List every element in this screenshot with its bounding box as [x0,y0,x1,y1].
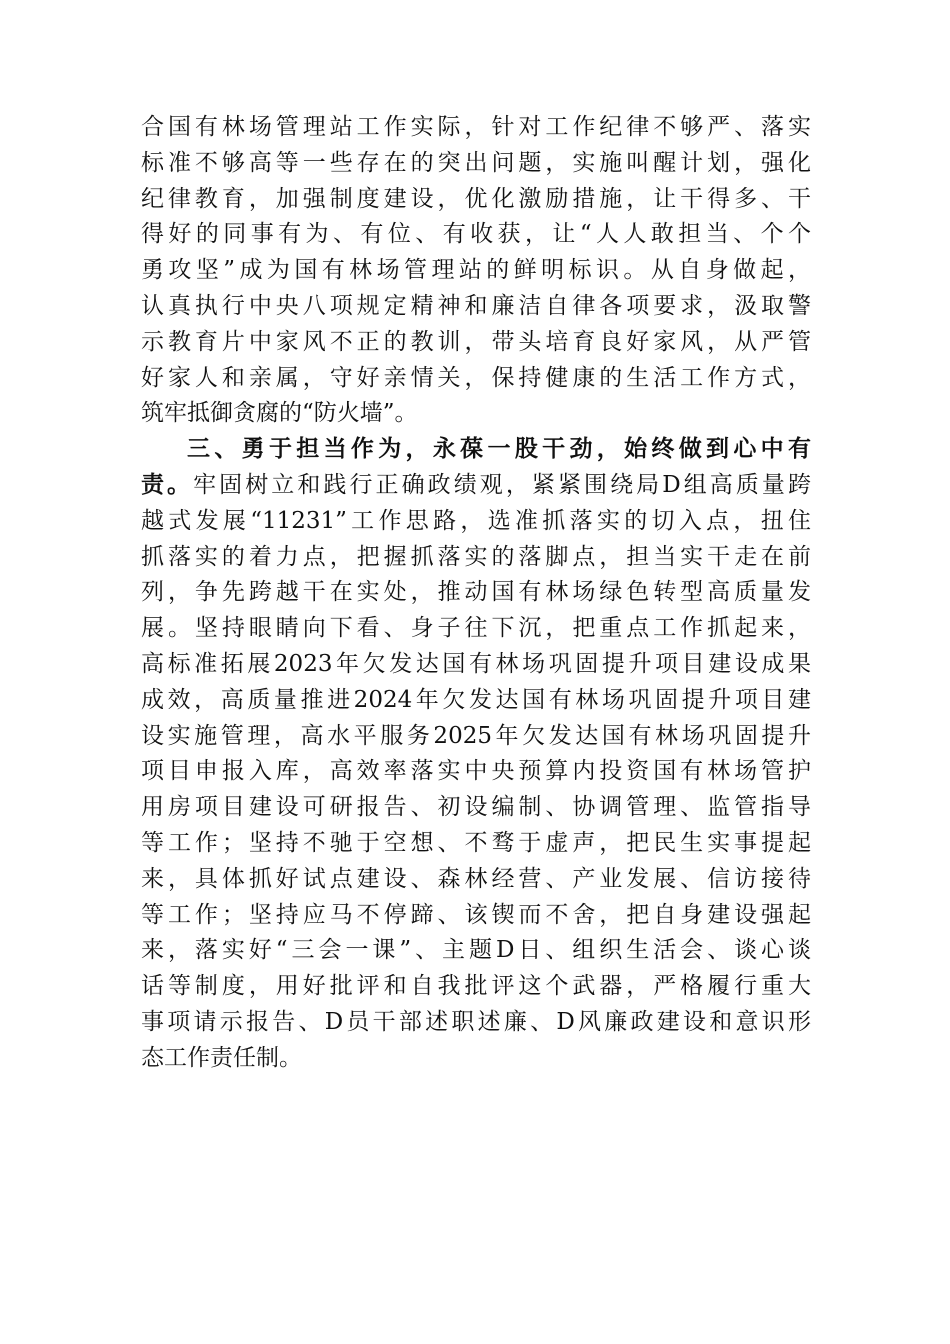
section-heading: 三、勇于担当作为，永葆一股干劲，始终做到心中有 [187,436,811,463]
text-line: 筑牢抵御贪腐的“防火墙”。 [141,400,418,427]
text-line: 纪律教育，加强制度建设，优化激励措施，让干得多、干 [141,185,811,212]
text-line: 等工作；坚持不驰于空想、不骛于虚声，把民生实事提起 [141,829,811,856]
text-line: 态工作责任制。 [141,1044,302,1071]
text-line: 标准不够高等一些存在的突出问题，实施叫醒计划，强化 [141,149,811,176]
text-line: 展。坚持眼睛向下看、身子往下沉，把重点工作抓起来， [141,615,811,642]
text-line: 来，具体抓好试点建设、森林经营、产业发展、信访接待 [141,865,811,892]
text-line: 合国有林场管理站工作实际，针对工作纪律不够严、落实 [141,114,811,140]
document-page [141,110,811,1077]
text-line: 设实施管理，高水平服务2025年欠发达国有林场巩固提升 [141,722,811,749]
text-line: 得好的同事有为、有位、有收获，让“人人敢担当、个个 [141,221,811,248]
text-line: 示教育片中家风不正的教训，带头培育良好家风，从严管 [141,328,811,355]
text-line: 越式发展“11231”工作思路，选准抓落实的切入点，扭住 [141,507,811,534]
text-line: 高标准拓展2023年欠发达国有林场巩固提升项目建设成果 [141,650,811,677]
text-line: 成效，高质量推进2024年欠发达国有林场巩固提升项目建 [141,686,811,713]
text-line: 等工作；坚持应马不停蹄、该锲而不舍，把自身建设强起 [141,901,811,928]
text-line: 事项请示报告、D员干部述职述廉、D风廉政建设和意识形 [141,1008,811,1035]
text-line [141,468,811,504]
text-line: 抓落实的着力点，把握抓落实的落脚点，担当实干走在前 [141,543,811,570]
text-line: 话等制度，用好批评和自我批评这个武器，严格履行重大 [141,973,811,1000]
text-line-rest: 牢固树立和践行正确政绩观，紧紧围绕局D组高质量跨 [193,471,811,498]
text-line: 来，落实好“三会一课”、主题D日、组织生活会、谈心谈 [141,937,811,964]
text-line: 认真执行中央八项规定精神和廉洁自律各项要求，汲取警 [141,292,811,319]
text-line: 用房项目建设可研报告、初设编制、协调管理、监管指导 [141,794,811,821]
text-line: 勇攻坚”成为国有林场管理站的鲜明标识。从自身做起， [141,257,811,284]
text-line: 列，争先跨越干在实处，推动国有林场绿色转型高质量发 [141,579,811,606]
text-line: 项目申报入库，高效率落实中央预算内投资国有林场管护 [141,758,811,785]
section-heading-end: 责。 [141,471,194,498]
paragraph-1 [141,110,811,432]
text-line: 好家人和亲属，守好亲情关，保持健康的生活工作方式， [141,364,811,391]
paragraph-2 [141,432,811,1076]
